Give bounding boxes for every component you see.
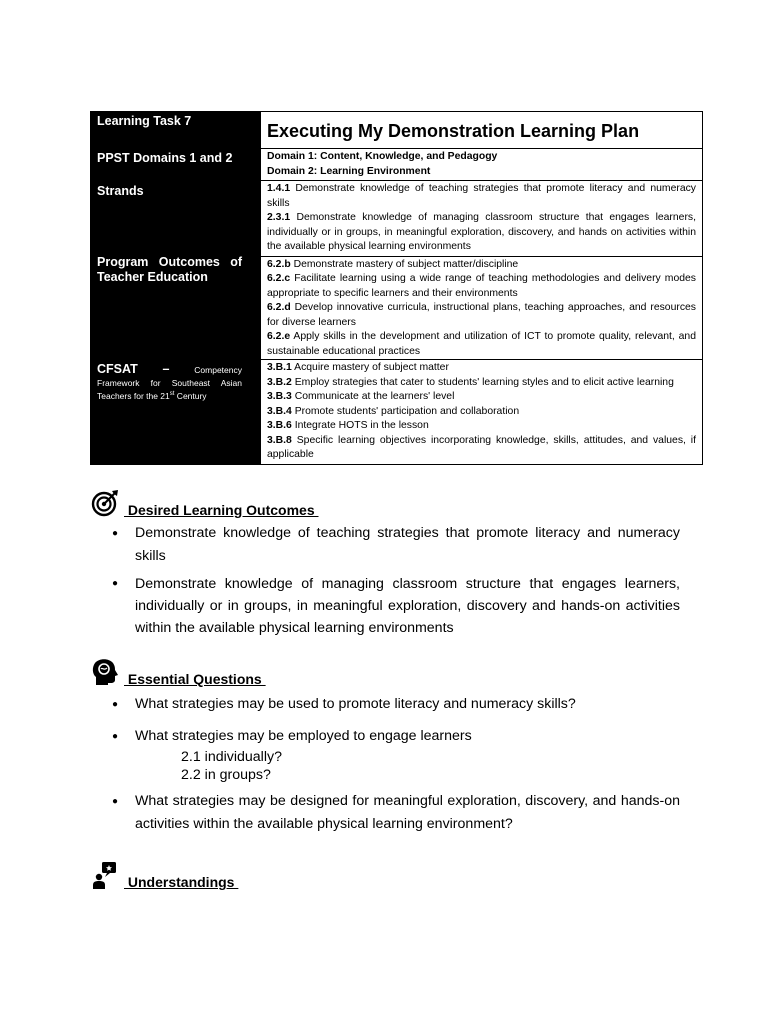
section-header [90, 488, 680, 518]
section-header [90, 860, 680, 890]
outcomes-list [90, 522, 680, 639]
cfsat-item: 3.B.2 Employ strategies that cater to students' learning styles and to elicit active learning [267, 376, 674, 388]
list-item: ● Demonstrate knowledge of managing classroom structure that engages learners, individually or in groups, in meaningful exploration, discovery and hands-on activities within the available physical learning environments [90, 573, 680, 639]
learning-task-table [90, 111, 703, 465]
list-item: ● What strategies may be designed for meaningful exploration, discovery, and hands-on activities within the available physical learning environment? [90, 790, 680, 836]
program-outcome-item: 6.2.e Apply skills in the development and utilization of ICT to promote quality, relevant, and sustainable educational practices [267, 331, 696, 357]
ppst-domains-cell [261, 149, 703, 181]
understandings-section [90, 860, 680, 890]
desired-outcomes-section [90, 488, 680, 639]
section-title: Understandings [124, 874, 239, 890]
program-outcome-item: 6.2.d Develop innovative curricula, instructional plans, teaching approaches, and resources for diverse learners [267, 302, 696, 328]
section-title: Desired Learning Outcomes [124, 502, 319, 518]
cfsat-cell [261, 360, 703, 465]
presenter-icon [90, 860, 120, 890]
program-outcome-item: 6.2.b Demonstrate mastery of subject matter/discipline [267, 258, 519, 270]
task-label-cell [91, 112, 261, 149]
program-outcome-item: 6.2.c Facilitate learning using a wide range of teaching methodologies and delivery modes appropriate to specific learners and their environments [267, 273, 696, 299]
task-label: Learning Task 7 [97, 114, 192, 128]
cfsat-item: 3.B.6 Integrate HOTS in the lesson [267, 420, 429, 431]
row-divider [261, 256, 702, 257]
questions-list [90, 790, 680, 836]
strand-item: 1.4.1 Demonstrate knowledge of teaching strategies that promote literacy and numeracy skills [267, 183, 696, 209]
sub-item: 2.1 individually? [181, 749, 282, 765]
strand-item: 2.3.1 Demonstrate knowledge of managing classroom structure that engages learners, individually or in groups, in meaningful exploration, discovery, and hands on activities within the available physical learning environments [267, 212, 696, 252]
cfsat-item: 3.B.8 Specific learning objectives incorporating knowledge, skills, attitudes, and values, if applicable [267, 434, 696, 460]
cfsat-description: Framework for Southeast Asian Teachers for the 21st Century [97, 378, 242, 401]
task-title: Executing My Demonstration Learning Plan [261, 112, 703, 149]
strands-program-cell [261, 181, 703, 360]
target-icon [90, 488, 120, 518]
cfsat-item: 3.B.1 Acquire mastery of subject matter [267, 362, 449, 373]
head-brain-icon [90, 657, 120, 687]
cfsat-label: CFSAT – Competency [97, 362, 242, 376]
list-item: ● Demonstrate knowledge of teaching strategies that promote literacy and numeracy skills [90, 522, 680, 568]
questions-list [90, 693, 680, 748]
ppst-label: PPST Domains 1 and 2 [97, 151, 233, 165]
cfsat-item: 3.B.4 Promote students' participation and collaboration [267, 405, 520, 417]
list-item: ● What strategies may be used to promote literacy and numeracy skills? [90, 693, 680, 716]
list-item: ● What strategies may be employed to engage learners [90, 725, 680, 748]
cfsat-label-cell [91, 360, 261, 465]
strands-label: Strands [97, 184, 144, 198]
ppst-domain-2: Domain 2: Learning Environment [267, 165, 431, 177]
program-outcomes-label: Program Outcomes of Teacher Education [97, 255, 242, 284]
sub-item: 2.2 in groups? [181, 767, 271, 783]
essential-questions-section [90, 657, 680, 836]
section-title: Essential Questions [124, 671, 266, 687]
section-header [90, 657, 680, 687]
strands-program-label-cell [91, 181, 261, 360]
cfsat-item: 3.B.3 Communicate at the learners' level [267, 391, 455, 402]
ppst-label-cell [91, 149, 261, 181]
ppst-domain-1: Domain 1: Content, Knowledge, and Pedagogy [267, 151, 498, 162]
